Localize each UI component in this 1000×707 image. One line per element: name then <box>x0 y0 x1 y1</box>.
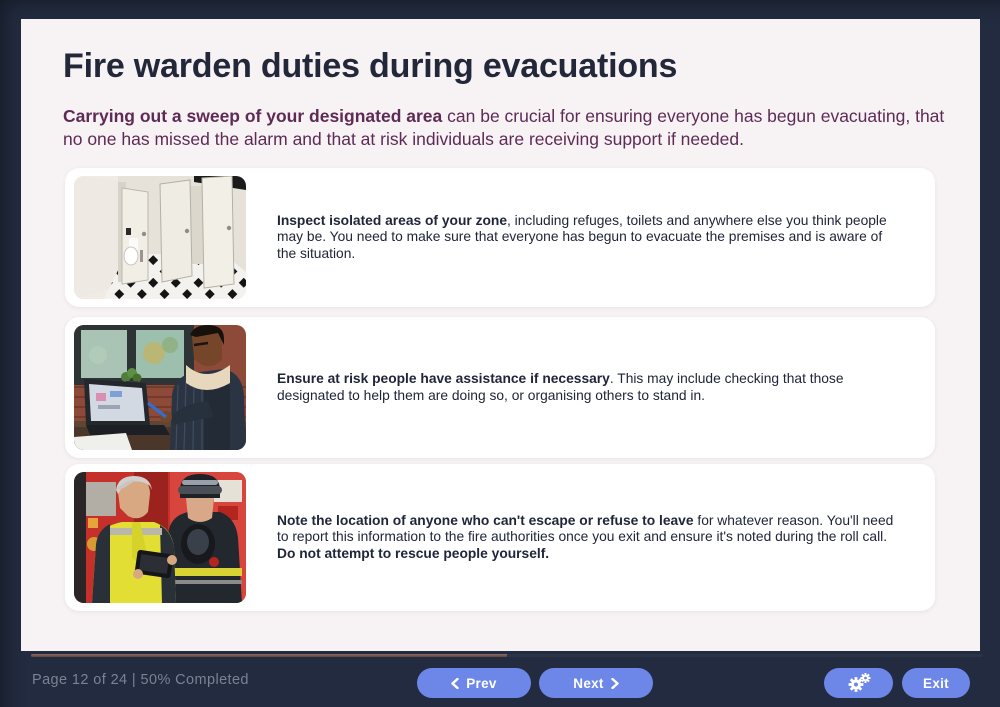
at-risk-person-illustration <box>74 325 246 450</box>
next-label: Next <box>573 675 604 691</box>
intro-rest: can be crucial for ensuring everyone has begun evacuating, that no one has missed the alarm and that at risk individuals are receiving support if needed. <box>63 106 945 149</box>
page-title: Fire warden duties during evacuations <box>63 47 678 85</box>
chevron-right-icon <box>611 678 619 689</box>
card-text <box>277 464 905 611</box>
card-text-rest: . This may include checking that those designated to help them are doing so, or organising others to stand in. <box>277 371 844 403</box>
toilet-cubicles-illustration <box>74 176 246 299</box>
card-text <box>277 168 905 307</box>
card-text-bold: Ensure at risk people have assistance if necessary <box>277 371 610 386</box>
card-text-rest: , including refuges, toilets and anywhere else you think people may be. You need to make sure that everyone has begun to evacuate the premises and is aware of the situation. <box>277 212 887 261</box>
slide <box>21 19 980 651</box>
card-text <box>277 317 905 458</box>
prev-button[interactable] <box>417 668 531 698</box>
progress-bar <box>31 654 983 657</box>
card-text-bold-2: Do not attempt to rescue people yourself. <box>277 545 550 561</box>
card-text-bold: Note the location of anyone who can't escape or refuse to leave <box>277 512 694 528</box>
next-button[interactable] <box>539 668 653 698</box>
info-card-inspect-areas <box>65 168 935 307</box>
exit-button[interactable] <box>902 668 970 698</box>
toilet-cubicles-photo <box>74 176 246 299</box>
exit-label: Exit <box>923 675 949 691</box>
page-status: Page 12 of 24 | 50% Completed <box>32 672 249 688</box>
chevron-left-icon <box>451 678 459 689</box>
prev-label: Prev <box>466 675 497 691</box>
gear-icon <box>846 672 872 694</box>
settings-button[interactable] <box>824 668 893 698</box>
intro-bold: Carrying out a sweep of your designated area <box>63 106 443 126</box>
intro-text <box>63 105 963 151</box>
at-risk-person-at-desk-photo <box>74 325 246 450</box>
firefighters-illustration <box>74 472 246 603</box>
info-card-note-locations <box>65 464 935 611</box>
info-card-at-risk-assistance <box>65 317 935 458</box>
progress-fill <box>31 654 507 657</box>
card-text-rest: for whatever reason. You'll need to report this information to the fire authorities once you exit and ensure it's noted during the roll call. <box>277 512 894 545</box>
card-text-bold: Inspect isolated areas of your zone <box>277 212 508 228</box>
firefighters-roll-call-photo <box>74 472 246 603</box>
